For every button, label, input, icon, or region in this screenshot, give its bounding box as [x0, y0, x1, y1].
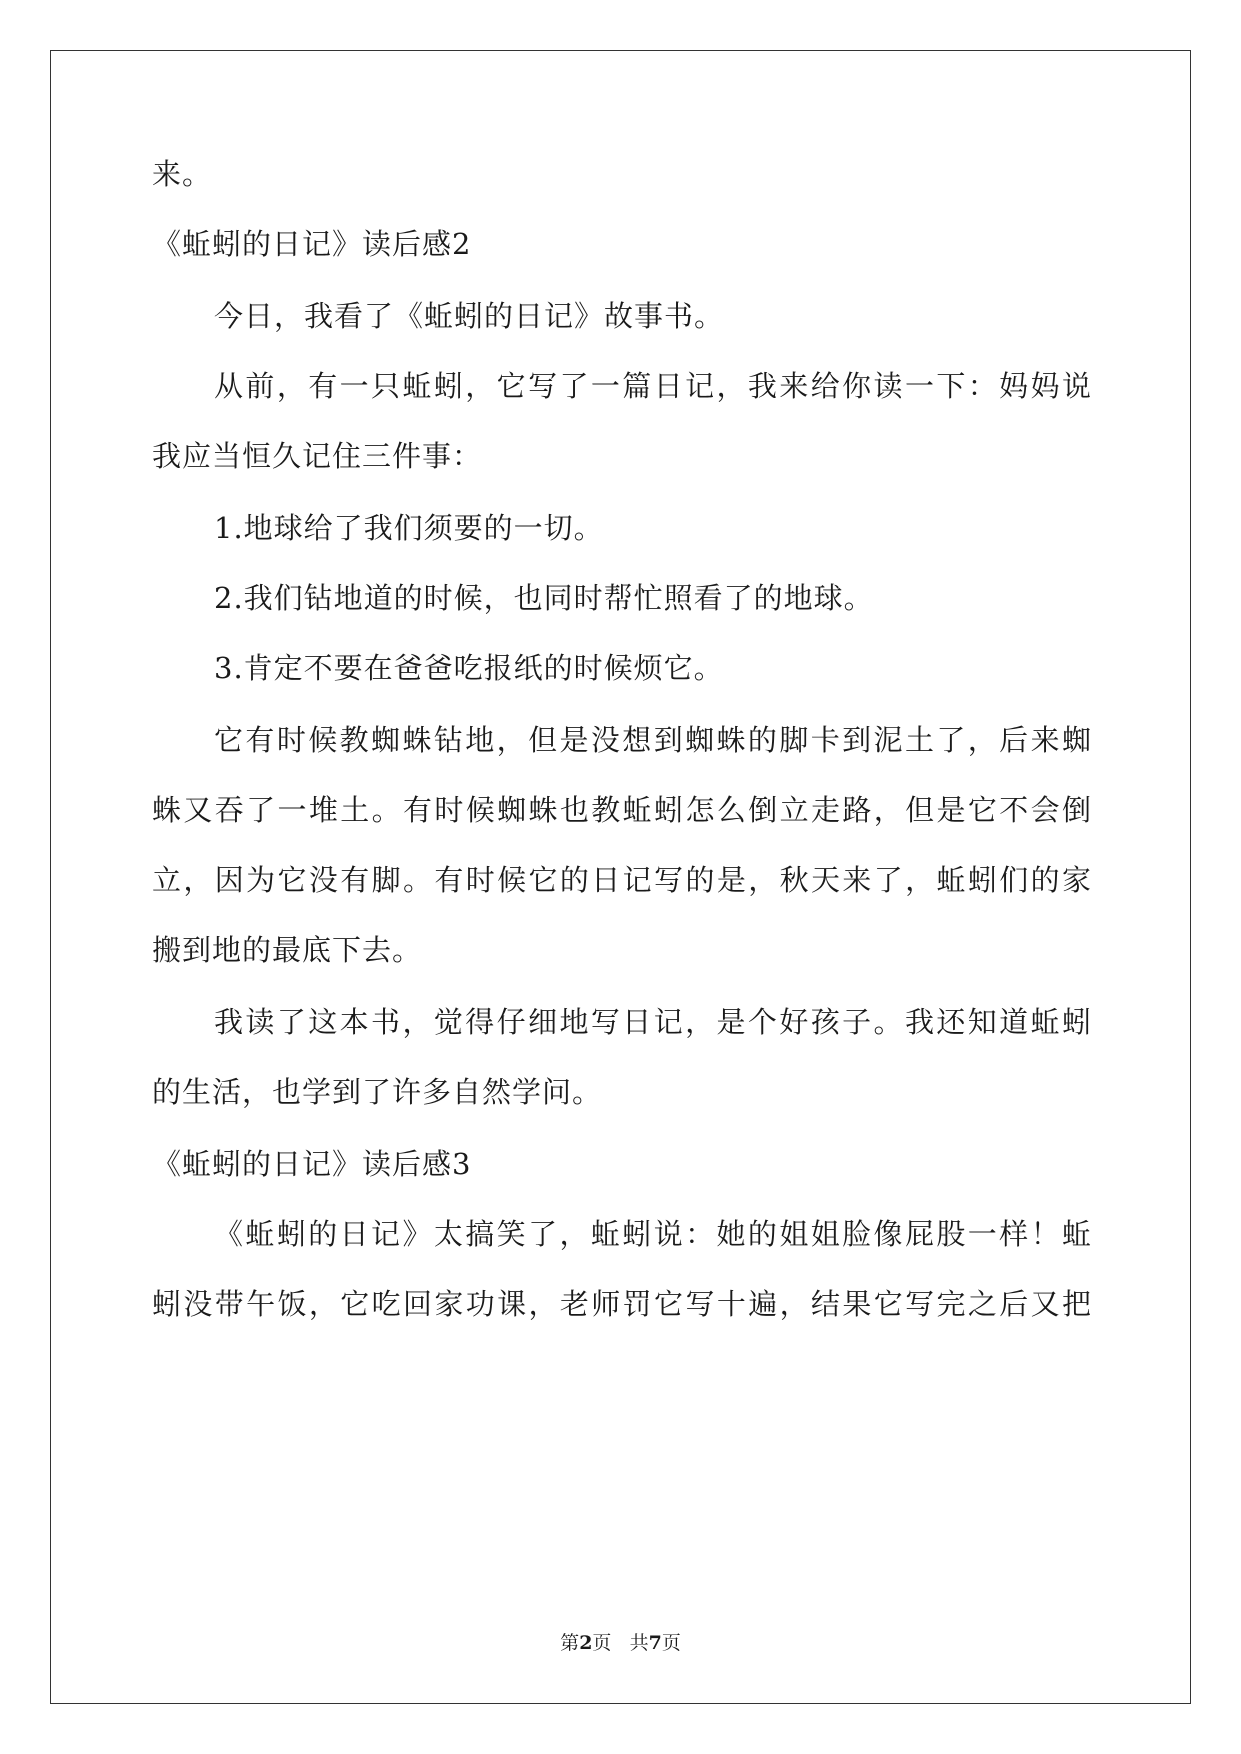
paragraph-line: 我应当恒久记住三件事： [152, 439, 483, 473]
current-page-number: 2 [579, 1632, 593, 1654]
total-pages-number: 7 [648, 1632, 662, 1654]
paragraph-line: 蛛又吞了一堆土。有时候蜘蛛也教蚯蚓怎么倒立走路，但是它不会倒 [152, 793, 1092, 827]
paragraph-line: 从前，有一只蚯蚓，它写了一篇日记，我来给你读一下：妈妈说 [214, 369, 1092, 403]
paragraph-line: 搬到地的最底下去。 [152, 933, 423, 967]
paragraph-line: 的生活，也学到了许多自然学问。 [152, 1075, 603, 1109]
paragraph-line: 《蚯蚓的日记》太搞笑了，蚯蚓说：她的姐姐脸像屁股一样！蚯 [214, 1217, 1092, 1251]
paragraph-line: 它有时候教蜘蛛钻地，但是没想到蜘蛛的脚卡到泥土了，后来蜘 [214, 723, 1092, 757]
section-heading: 《蚯蚓的日记》读后感2 [152, 227, 472, 261]
paragraph-line: 立，因为它没有脚。有时候它的日记写的是，秋天来了，蚯蚓们的家 [152, 863, 1092, 897]
list-item: 1.地球给了我们须要的一切。 [214, 511, 604, 545]
footer-total-prefix: 共 [629, 1632, 649, 1654]
paragraph-line: 今日，我看了《蚯蚓的日记》故事书。 [214, 299, 725, 333]
list-item: 3.肯定不要在爸爸吃报纸的时候烦它。 [214, 651, 724, 685]
paragraph-line: 我读了这本书，觉得仔细地写日记，是个好孩子。我还知道蚯蚓 [214, 1005, 1092, 1039]
footer-total-unit: 页 [661, 1632, 681, 1654]
footer-page-unit: 页 [592, 1632, 612, 1654]
footer-prefix: 第 [560, 1632, 580, 1654]
paragraph-line: 蚓没带午饭，它吃回家功课，老师罚它写十遍，结果它写完之后又把 [152, 1287, 1092, 1321]
page-footer [0, 1631, 1241, 1655]
section-heading: 《蚯蚓的日记》读后感3 [152, 1147, 472, 1181]
list-item: 2.我们钻地道的时候，也同时帮忙照看了的地球。 [214, 581, 874, 615]
paragraph-line: 来。 [152, 157, 213, 191]
